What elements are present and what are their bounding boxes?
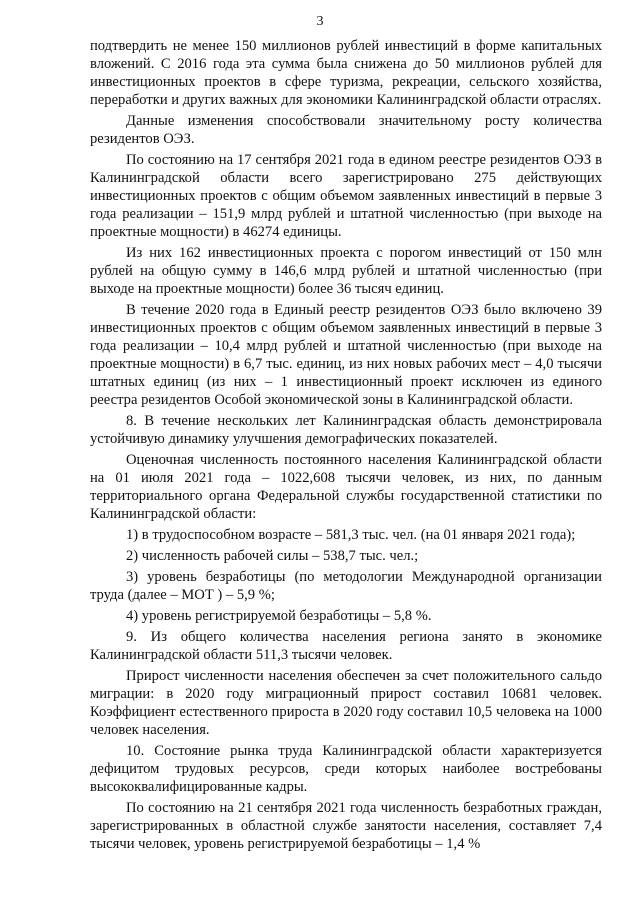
paragraph-2: Данные изменения способствовали значительному росту количества резидентов ОЭЗ. <box>90 113 602 147</box>
list-item-3: 3) уровень безработицы (по методологии Международной организации труда (далее – МОТ ) – 5,9 %; <box>90 569 602 603</box>
paragraph-4: Из них 162 инвестиционных проекта с порогом инвестиций от 150 млн рублей на общую сумму в 146,6 млрд рублей и штатной численностью (при выходе на проектные мощности) более 36 тысяч единиц. <box>90 245 602 297</box>
paragraph-9: Прирост численности населения обеспечен за счет положительного сальдо миграции: в 2020 году миграционный прирост составил 10681 человек. Коэффициент естественного прироста в 2020 году составил 10,5 человека на 1000 человек населения. <box>90 668 602 738</box>
paragraph-1: подтвердить не менее 150 миллионов рублей инвестиций в форме капитальных вложений. С 2016 года эта сумма была снижена до 50 миллионов рублей для инвестиционных проектов в сфере туризма, рекреации, сельского хозяйства, переработки и других важных для экономики Калининградской области отраслях. <box>90 38 602 108</box>
list-item-2: 2) численность рабочей силы – 538,7 тыс. чел.; <box>126 548 419 564</box>
paragraph-5: В течение 2020 года в Единый реестр резидентов ОЭЗ было включено 39 инвестиционных проектов с общим объемом заявленных инвестиций в первые 3 года реализации – 10,4 млрд рублей и штатной численностью (при выходе на проектные мощности) в 6,7 тыс. единиц, из них новых рабочих мест – 4,0 тысячи штатных единиц (из них – 1 инвестиционный проект исключен из единого реестра резидентов Особой экономической зоны в Калининградской области. <box>90 302 602 408</box>
paragraph-11: По состоянию на 21 сентября 2021 года численность безработных граждан, зарегистрированных в областной службе занятости населения, составляет 7,4 тысячи человек, уровень регистрируемой безработицы – 1,4 % <box>90 800 602 852</box>
list-item-1: 1) в трудоспособном возрасте – 581,3 тыс. чел. (на 01 января 2021 года); <box>126 527 576 543</box>
paragraph-7: Оценочная численность постоянного населения Калининградской области на 01 июля 2021 года – 1022,608 тысячи человек, из них, по данным территориального органа Федеральной службы государственной статистики по Калининградской области: <box>90 452 602 522</box>
document-body <box>90 37 602 856</box>
paragraph-3: По состоянию на 17 сентября 2021 года в едином реестре резидентов ОЭЗ в Калининградской области всего зарегистрировано 275 действующих инвестиционных проектов с общим объемом заявленных инвестиций в первые 3 года реализации – 151,9 млрд рублей и штатной численностью (при выходе на проектные мощности) в 46274 единицы. <box>90 152 602 240</box>
paragraph-6: 8. В течение нескольких лет Калининградская область демонстрировала устойчивую динамику улучшения демографических показателей. <box>90 413 602 447</box>
page-number: 3 <box>316 14 324 29</box>
list-item-4: 4) уровень регистрируемой безработицы – 5,8 %. <box>126 608 432 624</box>
paragraph-8: 9. Из общего количества населения региона занято в экономике Калининградской области 511,3 тысячи человек. <box>90 629 602 663</box>
paragraph-10: 10. Состояние рынка труда Калининградской области характеризуется дефицитом трудовых ресурсов, среди которых наиболее востребованы высококвалифицированные кадры. <box>90 743 602 795</box>
